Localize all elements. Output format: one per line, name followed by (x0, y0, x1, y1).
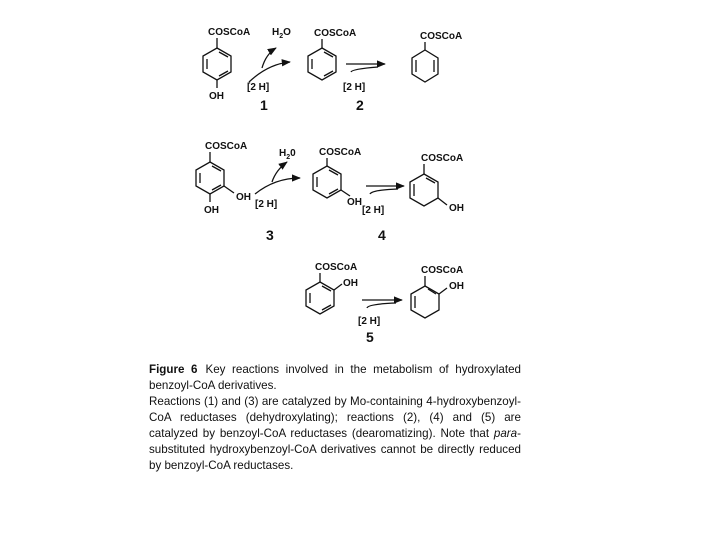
reaction-arrow-1 (247, 27, 291, 113)
two-h-label: [2 H] (255, 199, 278, 210)
coscoa-label: COSCoA (315, 262, 358, 273)
coscoa-label: COSCoA (420, 31, 463, 42)
caption-body-paragraph (149, 394, 521, 474)
h2o-label: $H_20$ (279, 148, 296, 161)
two-h-label: [2 H] (343, 82, 366, 93)
coscoa-label: COSCoA (314, 28, 357, 39)
molecule-2-hydroxybenzoyl-coa (306, 262, 358, 314)
figure-label: Figure 6 (149, 363, 198, 376)
caption-title: Key reactions involved in the metabolism of hydroxylated benzoyl-CoA derivatives. (149, 363, 521, 392)
molecule-dienoyl-coa (412, 31, 462, 82)
molecule-2-hydroxy-dienoyl-coa (411, 265, 464, 318)
two-h-label: [2 H] (247, 82, 270, 93)
oh-label: OH (449, 203, 464, 214)
molecule-3-4-dihydroxybenzoyl-coa (196, 141, 251, 216)
molecule-benzoyl-coa (308, 28, 356, 80)
oh-label: OH (347, 197, 362, 208)
oh-label: OH (204, 205, 219, 216)
reaction-arrow-2 (343, 64, 385, 113)
molecule-3-hydroxybenzoyl-coa (313, 147, 362, 208)
two-h-label: [2 H] (358, 316, 381, 327)
reaction-number: 2 (356, 97, 364, 113)
oh-label: OH (343, 278, 358, 289)
coscoa-label: COSCoA (208, 27, 251, 38)
reaction-number: 1 (260, 97, 268, 113)
figure-caption (149, 362, 521, 474)
reaction-number: 5 (366, 329, 374, 345)
molecule-4-hydroxybenzoyl-coa (203, 27, 250, 102)
coscoa-label: COSCoA (205, 141, 248, 152)
caption-body-italic: para (493, 427, 518, 440)
reaction-number: 4 (378, 227, 386, 243)
h2o-label: $H_2O$ (272, 27, 291, 40)
caption-body-1: Reactions (1) and (3) are catalyzed by Mo-containing 4-hydroxybenzoyl-CoA reductases (dehydroxylating); reactions (2), (4) and (5) are catalyzed by benzoyl-CoA reductases (dearomatizing). Note that (149, 395, 521, 440)
two-h-label: [2 H] (362, 205, 385, 216)
oh-label: OH (209, 91, 224, 102)
caption-body-2: -substituted hydroxybenzoyl-CoA derivatives cannot be directly reduced by benzoyl-CoA reductases. (149, 427, 521, 472)
coscoa-label: COSCoA (319, 147, 362, 158)
reaction-number: 3 (266, 227, 274, 243)
oh-label: OH (236, 192, 251, 203)
reaction-arrow-3 (255, 148, 300, 243)
caption-title-paragraph (149, 362, 521, 394)
coscoa-label: COSCoA (421, 153, 464, 164)
molecule-hydroxy-dienoyl-coa (410, 153, 464, 214)
coscoa-label: COSCoA (421, 265, 464, 276)
reaction-arrow-4 (362, 186, 404, 243)
oh-label: OH (449, 281, 464, 292)
reaction-arrow-5 (358, 300, 402, 345)
